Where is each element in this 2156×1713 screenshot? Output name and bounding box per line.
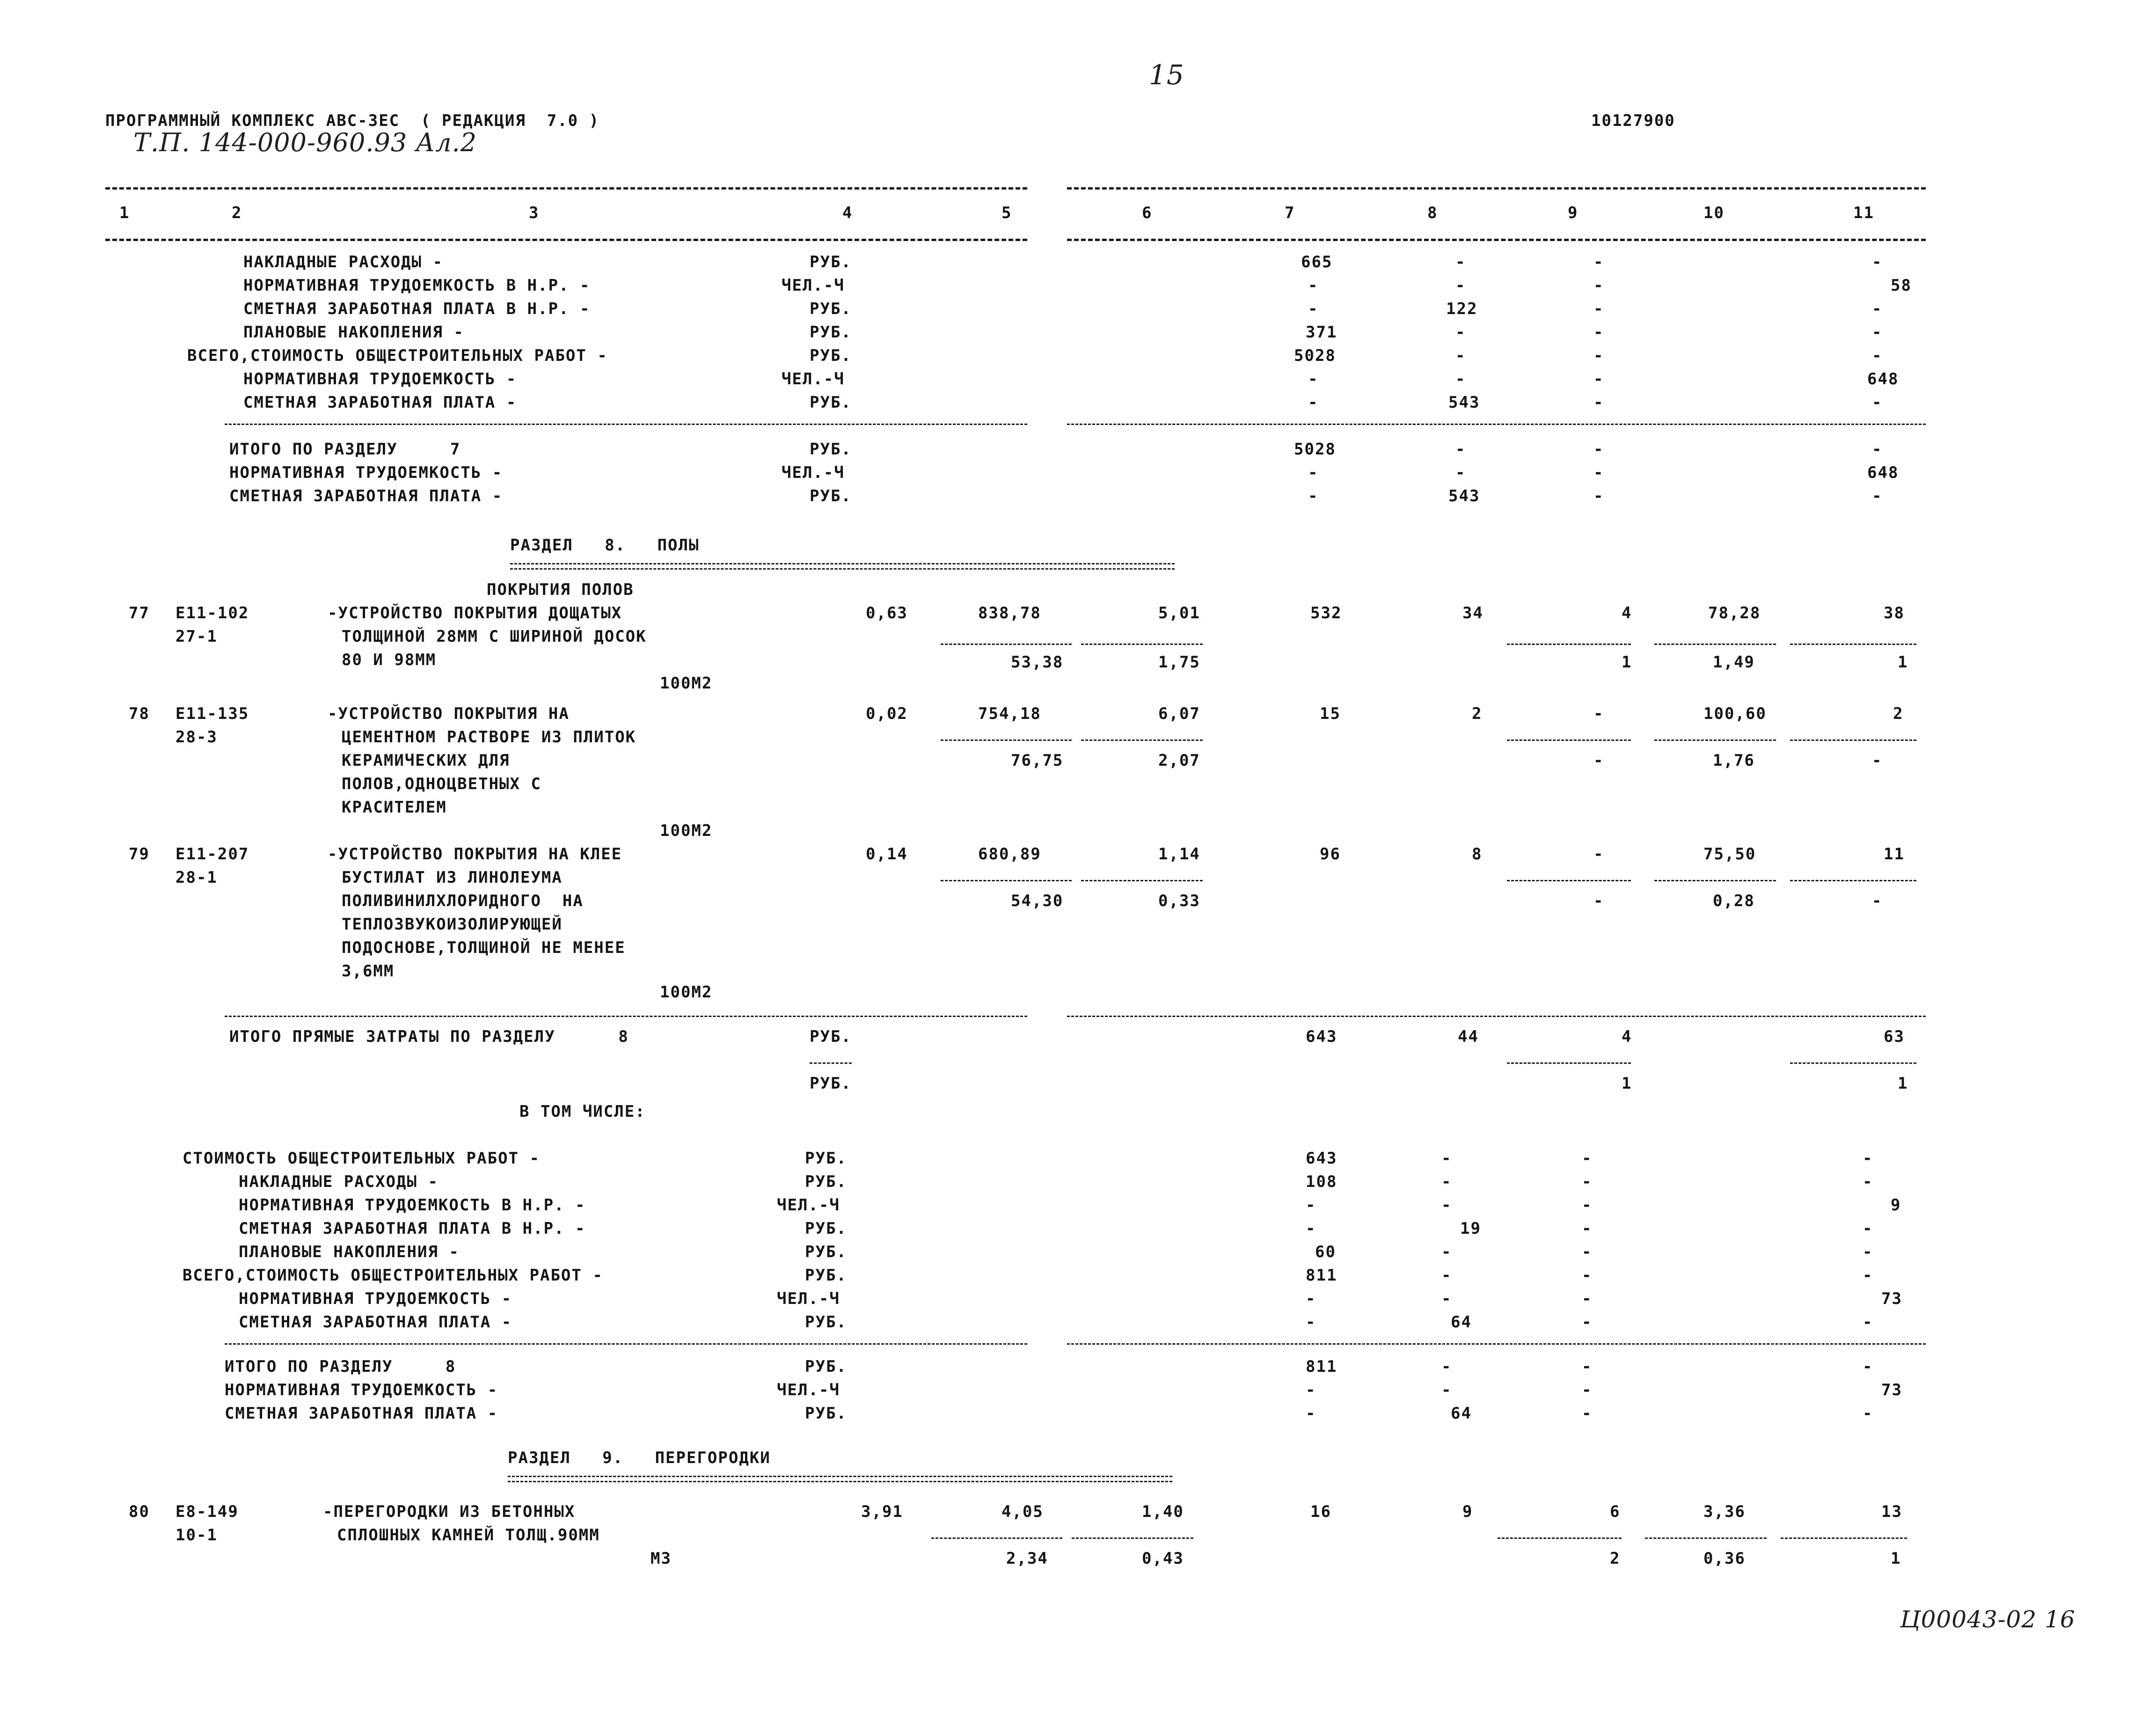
section8-title: РАЗДЕЛ 8. ПОЛЫ [510, 536, 700, 555]
item-quantity: 0,14 [866, 845, 908, 864]
item-code: Е8-149 [175, 1502, 239, 1521]
row-c7: 60 [1315, 1243, 1336, 1261]
row-c7: - [1308, 276, 1319, 295]
row-c11: 63 [1884, 1027, 1905, 1046]
row-c7: 371 [1306, 323, 1337, 342]
sub-rule [1507, 739, 1631, 741]
sub-rule [1790, 1062, 1916, 1064]
page-number: 15 [1149, 59, 1184, 91]
document-stamp: Ц00043-02 16 [1900, 1606, 2076, 1633]
item-c11-secondary: - [1872, 892, 1883, 910]
row-c7: 811 [1306, 1266, 1337, 1285]
row-label: НОРМАТИВНАЯ ТРУДОЕМКОСТЬ - [229, 463, 503, 482]
document-number: 10127900 [1591, 111, 1675, 130]
row-c11: - [1872, 487, 1883, 505]
row-c9: - [1593, 346, 1604, 365]
row-label: НОРМАТИВНАЯ ТРУДОЕМКОСТЬ - [239, 1289, 512, 1308]
row-unit: РУБ. [805, 1219, 847, 1238]
item-c7: 16 [1310, 1502, 1331, 1521]
col-header-4: 4 [842, 204, 853, 222]
row-c11: - [1863, 1219, 1873, 1238]
item-c6: 1,14 [1158, 845, 1200, 864]
row-c9: - [1593, 323, 1604, 342]
item-c10-secondary: 0,36 [1703, 1549, 1746, 1568]
row-unit: ЧЕЛ.-Ч [782, 276, 845, 295]
item-description-line: -УСТРОЙСТВО ПОКРЫТИЯ ДОЩАТЫХ [328, 604, 622, 622]
item-c6-secondary: 0,33 [1158, 892, 1200, 910]
row-c8: - [1441, 1243, 1452, 1261]
row-c11: - [1872, 253, 1883, 271]
item-code: Е11-102 [175, 604, 249, 622]
sub-rule [810, 1062, 852, 1064]
col-header-5: 5 [1001, 204, 1012, 222]
item-number: 79 [129, 845, 150, 864]
row-label: СМЕТНАЯ ЗАРАБОТНАЯ ПЛАТА - [229, 487, 503, 505]
item-number: 77 [129, 604, 150, 622]
item-description-line: ПОЛИВИНИЛХЛОРИДНОГО НА [342, 892, 584, 910]
row-label: ВСЕГО,СТОИМОСТЬ ОБЩЕСТРОИТЕЛЬНЫХ РАБОТ - [183, 1266, 603, 1285]
sub-rule [1072, 1537, 1193, 1539]
row-c7: - [1308, 393, 1319, 412]
row-c8: - [1441, 1289, 1452, 1308]
header-top-rule-right [1067, 187, 1926, 190]
row-unit: РУБ. [805, 1404, 847, 1423]
item-c10: 3,36 [1703, 1502, 1746, 1521]
row-c7: 643 [1306, 1149, 1337, 1168]
sub-rule [941, 739, 1072, 741]
row-label: СМЕТНАЯ ЗАРАБОТНАЯ ПЛАТА В Н.Р. - [239, 1219, 586, 1238]
sub-rule [1507, 1062, 1631, 1064]
sub-rule [1498, 1537, 1622, 1539]
row-c11: 648 [1867, 370, 1899, 388]
sub-rule [1654, 880, 1776, 881]
item-quantity: 0,63 [866, 604, 908, 622]
header-bottom-rule-right [1067, 239, 1926, 241]
item-c11: 2 [1893, 704, 1904, 723]
row-c11-secondary: 1 [1898, 1074, 1908, 1093]
item-c9: - [1593, 845, 1604, 864]
row-label: НАКЛАДНЫЕ РАСХОДЫ - [243, 253, 443, 271]
row-c7: - [1306, 1196, 1316, 1215]
row-label: СМЕТНАЯ ЗАРАБОТНАЯ ПЛАТА - [225, 1404, 498, 1423]
row-c9: - [1593, 393, 1604, 412]
row-c9: - [1582, 1381, 1593, 1399]
row-label: ВСЕГО,СТОИМОСТЬ ОБЩЕСТРОИТЕЛЬНЫХ РАБОТ - [187, 346, 608, 365]
item-price: 680,89 [978, 845, 1041, 864]
row-c8: - [1455, 323, 1466, 342]
row-c7: 108 [1306, 1172, 1337, 1191]
row-c9: - [1582, 1196, 1593, 1215]
item-c8: 9 [1462, 1502, 1473, 1521]
row-unit: РУБ. [805, 1313, 847, 1332]
row-unit: РУБ. [810, 393, 852, 412]
col-header-2: 2 [232, 204, 242, 222]
item-price-secondary: 53,38 [1011, 653, 1064, 672]
header-top-rule-left [105, 187, 1027, 190]
col-header-6: 6 [1142, 204, 1153, 222]
item-unit: М3 [650, 1549, 672, 1568]
header-bottom-rule-left [105, 239, 1027, 241]
item-c6: 5,01 [1158, 604, 1200, 622]
sub-rule [1645, 1537, 1767, 1539]
row-unit: РУБ. [810, 440, 852, 459]
row-c8: - [1441, 1266, 1452, 1285]
including-label: В ТОМ ЧИСЛЕ: [519, 1102, 646, 1121]
col-header-1: 1 [119, 204, 130, 222]
row-c11: 648 [1867, 463, 1899, 482]
sub-rule [1781, 1537, 1907, 1539]
item-price-secondary: 76,75 [1011, 751, 1064, 770]
item-description-line: -ПЕРЕГОРОДКИ ИЗ БЕТОННЫХ [323, 1502, 576, 1521]
row-unit: РУБ. [805, 1149, 847, 1168]
divider-rule-right [1067, 1016, 1926, 1017]
item-c10-secondary: 1,76 [1713, 751, 1755, 770]
row-c11: 58 [1891, 276, 1912, 295]
item-c9-secondary: - [1593, 892, 1604, 910]
row-c7: - [1308, 487, 1319, 505]
row-label: ИТОГО ПО РАЗДЕЛУ 7 [229, 440, 461, 459]
row-c7: 5028 [1294, 346, 1336, 365]
row-c11: 73 [1881, 1289, 1902, 1308]
row-c11: - [1872, 393, 1883, 412]
item-description-line: ЦЕМЕНТНОМ РАСТВОРЕ ИЗ ПЛИТОК [342, 728, 636, 747]
row-label: СМЕТНАЯ ЗАРАБОТНАЯ ПЛАТА - [243, 393, 517, 412]
item-quantity: 3,91 [861, 1502, 903, 1521]
item-description-line: 3,6ММ [342, 962, 395, 981]
row-c9: - [1582, 1404, 1593, 1423]
divider-rule-right [1067, 1343, 1926, 1345]
item-c9: 6 [1610, 1502, 1621, 1521]
item-c11-secondary: 1 [1898, 653, 1908, 672]
row-label: НОРМАТИВНАЯ ТРУДОЕМКОСТЬ В Н.Р. - [239, 1196, 586, 1215]
row-c7: - [1306, 1404, 1316, 1423]
row-c8: 19 [1460, 1219, 1481, 1238]
row-label: ПЛАНОВЫЕ НАКОПЛЕНИЯ - [243, 323, 464, 342]
row-label: СМЕТНАЯ ЗАРАБОТНАЯ ПЛАТА В Н.Р. - [243, 300, 591, 318]
row-label: ПЛАНОВЫЕ НАКОПЛЕНИЯ - [239, 1243, 460, 1261]
item-description-line: ПОДОСНОВЕ,ТОЛЩИНОЙ НЕ МЕНЕЕ [342, 938, 626, 957]
row-c8: - [1455, 463, 1466, 482]
row-c11: - [1863, 1243, 1873, 1261]
item-c8: 34 [1462, 604, 1484, 622]
row-unit-secondary: РУБ. [810, 1074, 852, 1093]
row-unit: ЧЕЛ.-Ч [782, 370, 845, 388]
row-c9: - [1582, 1289, 1593, 1308]
sub-rule [941, 880, 1072, 881]
section9-title: РАЗДЕЛ 9. ПЕРЕГОРОДКИ [508, 1449, 771, 1467]
row-unit: РУБ. [805, 1243, 847, 1261]
row-c11: - [1863, 1357, 1873, 1376]
item-c10-secondary: 1,49 [1713, 653, 1755, 672]
divider-rule-left [225, 1016, 1027, 1017]
item-code: Е11-135 [175, 704, 249, 723]
sub-rule [1654, 739, 1776, 741]
row-unit: ЧЕЛ.-Ч [782, 463, 845, 482]
item-description-line: КЕРАМИЧЕСКИХ ДЛЯ [342, 751, 510, 770]
col-header-7: 7 [1285, 204, 1295, 222]
row-unit: РУБ. [810, 300, 852, 318]
item-c6-secondary: 1,75 [1158, 653, 1200, 672]
row-c9: - [1593, 370, 1604, 388]
col-header-8: 8 [1427, 204, 1438, 222]
item-c10: 78,28 [1708, 604, 1761, 622]
row-c9: 4 [1622, 1027, 1632, 1046]
row-unit: РУБ. [810, 1027, 852, 1046]
item-description-line: КРАСИТЕЛЕМ [342, 798, 447, 817]
row-unit: РУБ. [810, 253, 852, 271]
sub-rule [941, 644, 1072, 645]
row-unit: РУБ. [810, 323, 852, 342]
row-unit: ЧЕЛ.-Ч [777, 1289, 840, 1308]
divider-rule-left [225, 1343, 1027, 1345]
item-c7: 15 [1320, 704, 1341, 723]
sub-rule [1081, 644, 1203, 645]
row-unit: РУБ. [805, 1266, 847, 1285]
col-header-3: 3 [529, 204, 540, 222]
item-c11: 38 [1884, 604, 1905, 622]
item-c11-secondary: 1 [1891, 1549, 1901, 1568]
row-c8: - [1455, 346, 1466, 365]
row-c9: - [1593, 300, 1604, 318]
item-description-line: СПЛОШНЫХ КАМНЕЙ ТОЛЩ.90ММ [337, 1526, 600, 1545]
item-c6: 1,40 [1142, 1502, 1184, 1521]
row-c8: - [1441, 1172, 1452, 1191]
item-description-line: БУСТИЛАТ ИЗ ЛИНОЛЕУМА [342, 868, 563, 887]
row-unit: ЧЕЛ.-Ч [777, 1381, 840, 1399]
row-c9: - [1582, 1357, 1593, 1376]
item-c10-secondary: 0,28 [1713, 892, 1755, 910]
row-c9: - [1582, 1243, 1593, 1261]
section8-title-underline [510, 563, 1175, 570]
row-c8: - [1441, 1381, 1452, 1399]
row-unit: РУБ. [810, 487, 852, 505]
row-c9: - [1582, 1172, 1593, 1191]
item-c6-secondary: 0,43 [1142, 1549, 1184, 1568]
item-c9-secondary: 2 [1610, 1549, 1621, 1568]
sub-rule [1507, 880, 1631, 881]
row-c8: - [1455, 253, 1466, 271]
item-unit: 100М2 [660, 983, 713, 1002]
row-c11: - [1863, 1172, 1873, 1191]
item-c6: 6,07 [1158, 704, 1200, 723]
row-c9: - [1593, 487, 1604, 505]
item-price: 838,78 [978, 604, 1041, 622]
col-header-10: 10 [1703, 204, 1725, 222]
item-subcode: 28-3 [175, 728, 218, 747]
row-c11: 73 [1881, 1381, 1902, 1399]
row-label: СТОИМОСТЬ ОБЩЕСТРОИТЕЛЬНЫХ РАБОТ - [183, 1149, 540, 1168]
row-c9-secondary: 1 [1622, 1074, 1632, 1093]
sub-rule [1654, 644, 1776, 645]
row-label: ИТОГО ПО РАЗДЕЛУ 8 [225, 1357, 456, 1376]
item-price: 754,18 [978, 704, 1041, 723]
item-c9-secondary: 1 [1622, 653, 1632, 672]
item-c9: 4 [1622, 604, 1632, 622]
row-c8: - [1441, 1196, 1452, 1215]
row-c11: - [1863, 1266, 1873, 1285]
item-description-line: -УСТРОЙСТВО ПОКРЫТИЯ НА [328, 704, 570, 723]
item-c8: 2 [1472, 704, 1483, 723]
item-c6-secondary: 2,07 [1158, 751, 1200, 770]
sub-rule [1790, 880, 1916, 881]
item-quantity: 0,02 [866, 704, 908, 723]
row-c7: 5028 [1294, 440, 1336, 459]
row-c9: - [1582, 1219, 1593, 1238]
section9-title-underline [508, 1476, 1172, 1482]
item-number: 80 [129, 1502, 150, 1521]
sub-rule [1790, 644, 1916, 645]
divider-rule-right [1067, 424, 1926, 425]
row-c7: - [1306, 1289, 1316, 1308]
item-subcode: 28-1 [175, 868, 218, 887]
row-c9: - [1593, 440, 1604, 459]
row-c11: - [1863, 1404, 1873, 1423]
item-unit: 100М2 [660, 821, 713, 840]
row-c8: 64 [1451, 1404, 1472, 1423]
row-unit: РУБ. [810, 346, 852, 365]
item-description-line: ПОЛОВ,ОДНОЦВЕТНЫХ С [342, 775, 541, 793]
row-c11: - [1872, 300, 1883, 318]
row-c8: - [1455, 276, 1466, 295]
row-c8: 64 [1451, 1313, 1472, 1332]
row-c7: 811 [1306, 1357, 1337, 1376]
row-c8: - [1455, 370, 1466, 388]
section8-subtitle: ПОКРЫТИЯ ПОЛОВ [487, 580, 634, 599]
col-header-11: 11 [1853, 204, 1874, 222]
item-c11: 11 [1884, 845, 1905, 864]
program-header: ПРОГРАММНЫЙ КОМПЛЕКС АВС-ЗЕС ( РЕДАКЦИЯ 7.0 ) [105, 111, 600, 130]
row-c7: - [1306, 1219, 1316, 1238]
row-c11: - [1872, 346, 1883, 365]
row-label: НАКЛАДНЫЕ РАСХОДЫ - [239, 1172, 439, 1191]
row-c8: - [1455, 440, 1466, 459]
item-unit: 100М2 [660, 674, 713, 693]
row-c11: - [1863, 1149, 1873, 1168]
row-c9: - [1582, 1313, 1593, 1332]
item-number: 78 [129, 704, 150, 723]
row-c8: 543 [1448, 487, 1480, 505]
row-c11: 9 [1891, 1196, 1901, 1215]
item-subcode: 10-1 [175, 1526, 218, 1545]
item-c8: 8 [1472, 845, 1483, 864]
sub-rule [1790, 739, 1916, 741]
row-c7: - [1306, 1313, 1316, 1332]
item-c7: 532 [1310, 604, 1342, 622]
row-c7: - [1306, 1381, 1316, 1399]
row-c9: - [1582, 1149, 1593, 1168]
row-unit: РУБ. [805, 1172, 847, 1191]
sub-rule [1081, 739, 1203, 741]
row-c9: - [1593, 253, 1604, 271]
item-description-line: ТЕПЛОЗВУКОИЗОЛИРУЮЩЕЙ [342, 915, 563, 934]
item-price: 4,05 [1001, 1502, 1044, 1521]
item-subcode: 27-1 [175, 627, 218, 646]
row-label: НОРМАТИВНАЯ ТРУДОЕМКОСТЬ В Н.Р. - [243, 276, 591, 295]
row-c8: - [1441, 1149, 1452, 1168]
item-price-secondary: 54,30 [1011, 892, 1064, 910]
row-unit: ЧЕЛ.-Ч [777, 1196, 840, 1215]
item-c10: 75,50 [1703, 845, 1756, 864]
row-c11: - [1872, 440, 1883, 459]
row-c8: 543 [1448, 393, 1480, 412]
item-c10: 100,60 [1703, 704, 1767, 723]
row-label: СМЕТНАЯ ЗАРАБОТНАЯ ПЛАТА - [239, 1313, 512, 1332]
row-c7: - [1308, 370, 1319, 388]
row-label: НОРМАТИВНАЯ ТРУДОЕМКОСТЬ - [225, 1381, 498, 1399]
item-c11-secondary: - [1872, 751, 1883, 770]
item-c7: 96 [1320, 845, 1341, 864]
row-c9: - [1593, 463, 1604, 482]
row-c9: - [1582, 1266, 1593, 1285]
row-label: ИТОГО ПРЯМЫЕ ЗАТРАТЫ ПО РАЗДЕЛУ 8 [229, 1027, 629, 1046]
item-price-secondary: 2,34 [1006, 1549, 1048, 1568]
item-description-line: 80 И 98ММ [342, 651, 437, 669]
row-c8: 44 [1458, 1027, 1479, 1046]
row-c7: - [1308, 463, 1319, 482]
sub-rule [1507, 644, 1631, 645]
item-description-line: -УСТРОЙСТВО ПОКРЫТИЯ НА КЛЕЕ [328, 845, 622, 864]
row-c11: - [1863, 1313, 1873, 1332]
col-header-9: 9 [1568, 204, 1579, 222]
row-label: НОРМАТИВНАЯ ТРУДОЕМКОСТЬ - [243, 370, 517, 388]
item-c9: - [1593, 704, 1604, 723]
row-c8: - [1441, 1357, 1452, 1376]
row-c7: 665 [1301, 253, 1333, 271]
row-c8: 122 [1446, 300, 1478, 318]
item-c9-secondary: - [1593, 751, 1604, 770]
divider-rule-left [225, 424, 1027, 425]
row-unit: РУБ. [805, 1357, 847, 1376]
row-c7: 643 [1306, 1027, 1337, 1046]
project-reference: Т.П. 144-000-960.93 Ал.2 [133, 128, 477, 157]
sub-rule [931, 1537, 1062, 1539]
row-c7: - [1308, 300, 1319, 318]
item-code: Е11-207 [175, 845, 249, 864]
row-c9: - [1593, 276, 1604, 295]
row-c11: - [1872, 323, 1883, 342]
item-description-line: ТОЛЩИНОЙ 28ММ С ШИРИНОЙ ДОСОК [342, 627, 647, 646]
sub-rule [1081, 880, 1203, 881]
item-c11: 13 [1881, 1502, 1902, 1521]
